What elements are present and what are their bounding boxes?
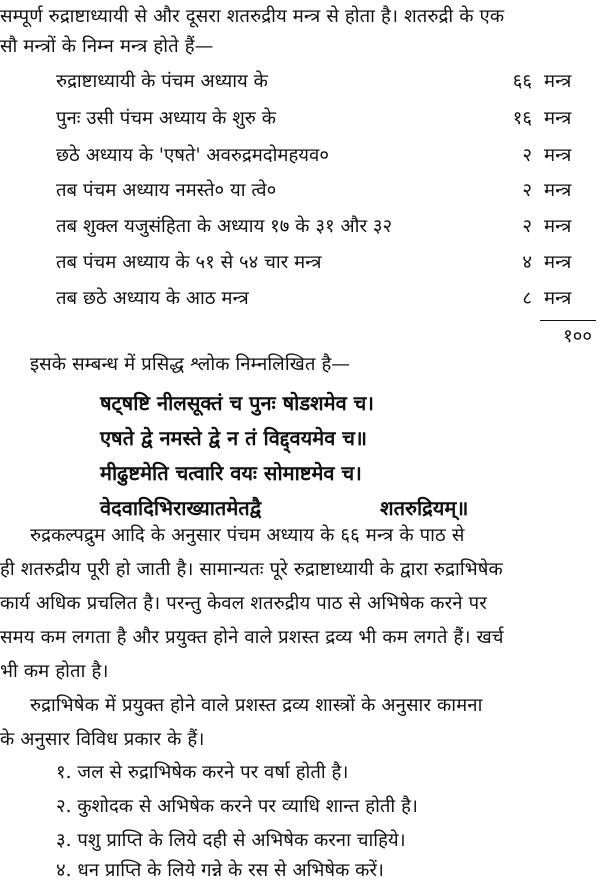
intro-line-2: सौ मन्त्रों के निम्न मन्त्र होते हैं— <box>0 36 214 57</box>
mantra-row-text: तब पंचम अध्याय नमस्ते० या त्वे० <box>56 180 277 201</box>
shloka-line-2-text: एषते द्वे नमस्ते द्वे न तं विद्द्वयमेव च॥ <box>100 426 367 450</box>
mantra-row <box>0 176 600 206</box>
paragraph-line: कार्य अधिक प्रचलित है। परन्तु केवल शतरुद्रीय पाठ से अभिषेक करने पर <box>0 593 487 614</box>
paragraph-line: ही शतरुद्रीय पूरी हो जाती है। सामान्यतः पूरे रुद्राष्टाध्यायी के द्वारा रुद्राभिषेक <box>0 559 503 580</box>
list-item: ४. धन प्राप्ति के लिये गन्ने के रस से अभिषेक करें। <box>56 860 384 881</box>
intro-line-1: सम्पूर्ण रुद्राष्टाध्यायी से और दूसरा शतरुद्रीय मन्त्र से होता है। शतरुद्री के एक <box>0 6 505 27</box>
total-rule <box>540 320 596 321</box>
mantra-row-count: २ <box>522 145 532 166</box>
mantra-row-unit: मन्त्र <box>544 216 572 237</box>
mantra-row-unit: मन्त्र <box>544 108 572 129</box>
mantra-row-count: १६ <box>512 108 532 129</box>
mantra-total: १०० <box>563 326 592 347</box>
shloka-line-4-end: शतरुद्रियम्॥ <box>380 496 469 520</box>
list-item: १. जल से रुद्राभिषेक करने पर वर्षा होती है। <box>56 762 349 783</box>
mantra-row-text: तब पंचम अध्याय के ५१ से ५४ चार मन्त्र <box>56 252 322 273</box>
mantra-row-count: २ <box>522 216 532 237</box>
list-item: २. कुशोदक से अभिषेक करने पर व्याधि शान्त होती है। <box>56 796 418 817</box>
mantra-row-count: ८ <box>522 288 532 309</box>
paragraph-line: रुद्राभिषेक में प्रयुक्त होने वाले प्रशस्त द्रव्य शास्त्रों के अनुसार कामना <box>30 695 483 716</box>
paragraph-line: समय कम लगता है और प्रयुक्त होने वाले प्रशस्त द्रव्य भी कम लगते हैं। खर्च <box>0 627 504 648</box>
mantra-row-text: तब शुक्ल यजुसंहिता के अध्याय १७ के ३१ और ३२ <box>56 216 393 237</box>
mantra-row-unit: मन्त्र <box>544 145 572 166</box>
mantra-row-text: पुनः उसी पंचम अध्याय के शुरु के <box>56 108 276 129</box>
mantra-row-unit: मन्त्र <box>544 288 572 309</box>
mantra-row <box>0 104 600 134</box>
mantra-row <box>0 212 600 242</box>
mantra-row <box>0 284 600 314</box>
paragraph-line: भी कम होता है। <box>0 661 109 682</box>
mantra-row-text: छठे अध्याय के 'एषते' अवरुद्रमदोमहयव० <box>56 145 329 166</box>
mantra-row-count: ४ <box>522 252 532 273</box>
mantra-row-unit: मन्त्र <box>544 252 572 273</box>
mantra-row-text: तब छठे अध्याय के आठ मन्त्र <box>56 288 249 309</box>
mantra-row-text: रुद्राष्टाध्यायी के पंचम अध्याय के <box>56 71 268 92</box>
list-item: ३. पशु प्राप्ति के लिये दही से अभिषेक करना चाहिये। <box>56 830 406 851</box>
paragraph-line: के अनुसार विविध प्रकार के हैं। <box>0 729 205 750</box>
shloka-intro: इसके सम्बन्ध में प्रसिद्ध श्लोक निम्नलिखित है— <box>30 354 350 375</box>
paragraph-line: रुद्रकल्पद्रुम आदि के अनुसार पंचम अध्याय के ६६ मन्त्र के पाठ से <box>30 525 465 546</box>
mantra-row <box>0 248 600 278</box>
mantra-row <box>0 67 600 97</box>
shloka-line-4-text: वेदवादिभिराख्यातमेतद्वै <box>100 496 262 520</box>
mantra-row-count: ६६ <box>512 71 532 92</box>
shloka-line-1-text: षट्षष्टि नीलसूक्तं च पुनः षोडशमेव च। <box>100 391 374 415</box>
mantra-row-unit: मन्त्र <box>544 71 572 92</box>
mantra-row-count: २ <box>522 180 532 201</box>
shloka-line-3-text: मीढुष्टमेति चत्वारि वयः सोमाष्टमेव च। <box>100 461 362 485</box>
mantra-row-unit: मन्त्र <box>544 180 572 201</box>
mantra-row <box>0 141 600 171</box>
